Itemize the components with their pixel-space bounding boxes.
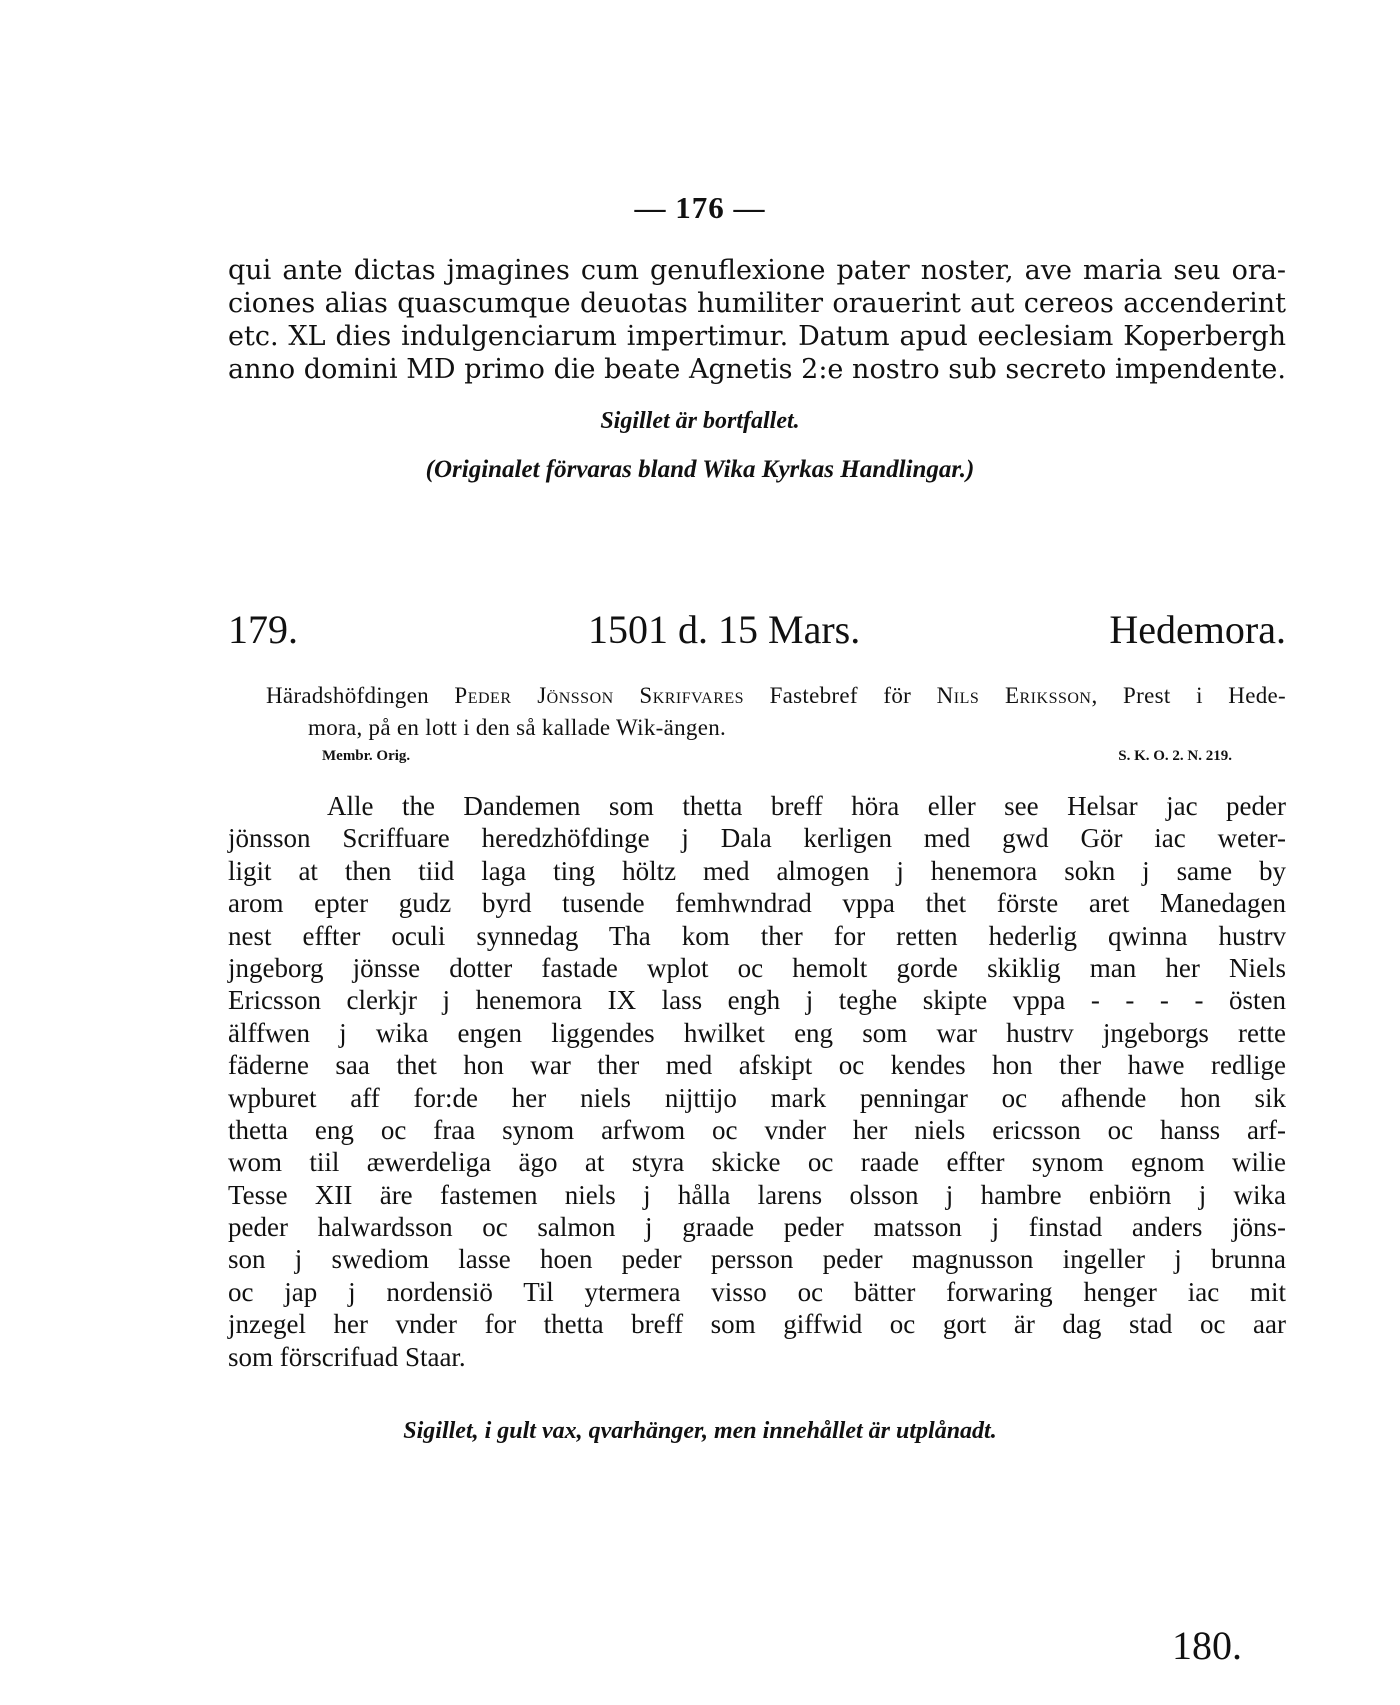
text-line: fäderne saa thet hon war ther med afskipt oc kendes hon ther hawe redlige bbox=[228, 1050, 1286, 1081]
text-line: thetta eng oc fraa synom arfwom oc vnder her niels ericsson oc hanss arf- bbox=[228, 1114, 1286, 1145]
text-line: jngeborg jönsse dotter fastade wplot oc hemolt gorde skiklig man her Niels bbox=[228, 952, 1286, 983]
text-line: ciones alias quascumque deuotas humiliter orauerint aut cereos accenderint bbox=[228, 288, 1286, 319]
summary-line: mora, på en lott i den så kallade Wik-ängen. bbox=[308, 715, 727, 740]
text-line: son j swediom lasse hoen peder persson peder magnusson ingeller j brunna bbox=[228, 1244, 1286, 1275]
page-number: — 176 — bbox=[634, 190, 766, 225]
original-location-note: (Originalet förvaras bland Wika Kyrkas Handlingar.) bbox=[425, 456, 975, 483]
next-document-number: 180. bbox=[1172, 1623, 1242, 1668]
document-place: Hedemora. bbox=[1109, 607, 1286, 652]
text-line: wom tiil æwerdeliga ägo at styra skicke oc raade effter synom egnom wilie bbox=[228, 1147, 1286, 1178]
text-line: älffwen j wika engen liggendes hwilket eng som war hustrv jngeborgs rette bbox=[228, 1017, 1286, 1048]
source-reference bbox=[322, 748, 1232, 772]
document-heading bbox=[228, 606, 1286, 656]
source-type: Membr. Orig. bbox=[322, 748, 411, 764]
text-line: ligit at then tiid laga ting höltz med almogen j henemora sokn j same by bbox=[228, 855, 1286, 886]
summary-text: Fastebref för bbox=[744, 683, 937, 708]
text-line: Alle the Dandemen som thetta breff höra eller see Helsar jac peder bbox=[327, 791, 1286, 821]
summary-text: Häradshöfdingen bbox=[266, 683, 455, 708]
text-line: jnzegel her vnder for thetta breff som giffwid oc gort är dag stad oc aar bbox=[228, 1309, 1286, 1340]
text-line: wpburet aff for:de her niels nijttijo mark penningar oc afhende hon sik bbox=[228, 1082, 1286, 1113]
text-line: Tesse XII äre fastemen niels j hålla larens olsson j hambre enbiörn j wika bbox=[228, 1179, 1286, 1210]
text-line: etc. XL dies indulgenciarum impertimur. Datum apud eeclesiam Koperbergh bbox=[228, 321, 1286, 352]
person-name: Nils Eriksson bbox=[936, 683, 1092, 708]
latin-text-block bbox=[228, 254, 1286, 386]
person-name: Peder Jönsson Skrifvares bbox=[454, 683, 745, 708]
text-line: qui ante dictas jmagines cum genuflexione pater noster, ave maria seu ora- bbox=[228, 255, 1286, 286]
source-archive-ref: S. K. O. 2. N. 219. bbox=[1118, 748, 1232, 764]
text-line: anno domini MD primo die beate Agnetis 2:e nostro sub secreto impendente. bbox=[228, 354, 1286, 385]
document-number: 179. bbox=[228, 607, 298, 652]
seal-note: Sigillet, i gult vax, qvarhänger, men innehållet är utplånadt. bbox=[403, 1418, 997, 1444]
swedish-text-block bbox=[228, 790, 1286, 1373]
text-line: peder halwardsson oc salmon j graade peder matsson j finstad anders jöns- bbox=[228, 1212, 1286, 1243]
text-line: som förscrifuad Staar. bbox=[228, 1341, 466, 1372]
text-line: arom epter gudz byrd tusende femhwndrad vppa thet förste aret Manedagen bbox=[228, 888, 1286, 919]
document-summary bbox=[266, 680, 1286, 744]
seal-note: Sigillet är bortfallet. bbox=[600, 408, 800, 434]
summary-text: , Prest i Hede- bbox=[1091, 683, 1286, 708]
summary-line bbox=[266, 680, 1286, 712]
text-line: oc jap j nordensiö Til ytermera visso oc bätter forwaring henger iac mit bbox=[228, 1276, 1286, 1307]
document-date: 1501 d. 15 Mars. bbox=[588, 607, 861, 652]
text-line: Ericsson clerkjr j henemora IX lass engh j teghe skipte vppa - - - - östen bbox=[228, 985, 1286, 1016]
text-line: nest effter oculi synnedag Tha kom ther for retten hederlig qwinna hustrv bbox=[228, 920, 1286, 951]
text-line: jönsson Scriffuare heredzhöfdinge j Dala kerligen med gwd Gör iac weter- bbox=[228, 823, 1286, 854]
